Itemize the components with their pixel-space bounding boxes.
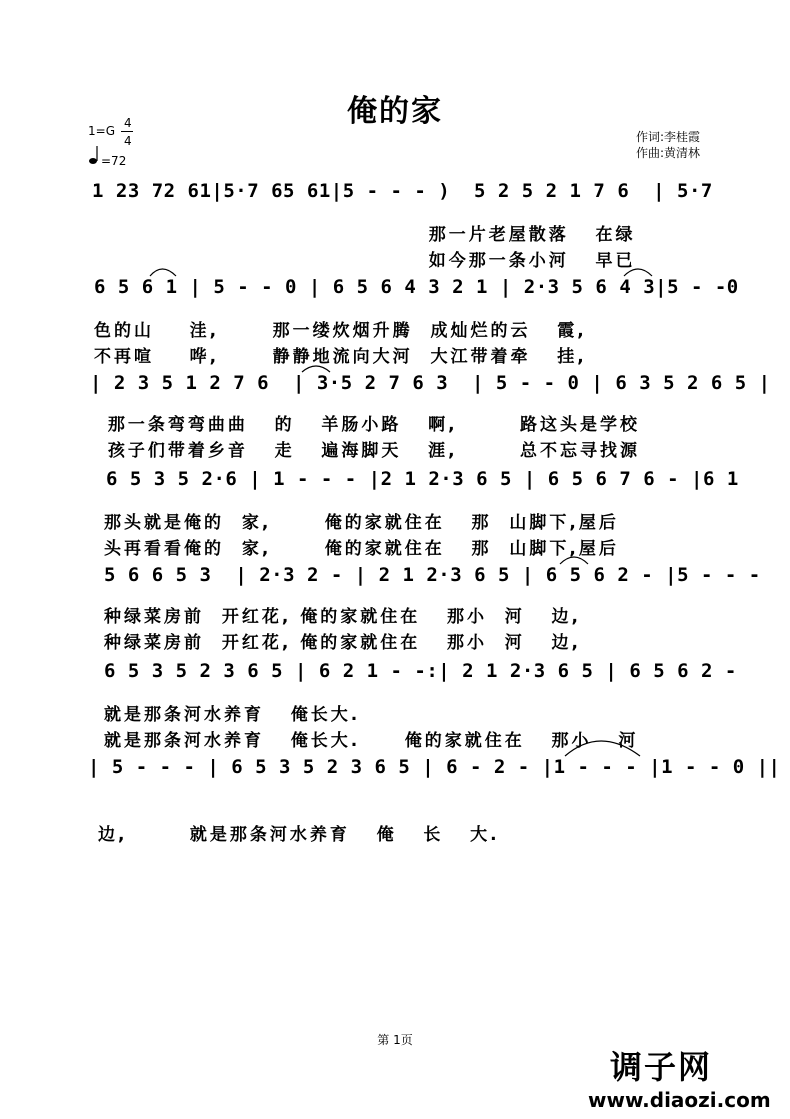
- time-signature-bottom: 4: [124, 134, 132, 148]
- tempo: =72: [101, 154, 127, 168]
- notation-row: 6 5 6 1 | 5 - - 0 | 6 5 6 4 3 2 1 | 2·3 5 6 4 3|5 - -0: [94, 276, 739, 298]
- lyric-line: 色的山 洼, 那一缕炊烟升腾 成灿烂的云 霞,: [94, 321, 587, 341]
- composer: 作曲:黄清林: [636, 146, 701, 160]
- time-signature-bar: [121, 131, 133, 132]
- lyric-line: 那头就是俺的 家, 俺的家就住在 那 山脚下,屋后: [104, 513, 619, 533]
- site-logo: 调子网: [610, 1048, 713, 1086]
- lyric-line: 头再看看俺的 家, 俺的家就住在 那 山脚下,屋后: [104, 539, 619, 559]
- song-title: 俺的家: [347, 94, 443, 129]
- lyric-line: 边, 就是那条河水养育 俺 长 大.: [98, 825, 500, 845]
- notation-row: 1 23 72 61|5·7 65 61|5 - - - ) 5 2 5 2 1 7 6 | 5·7: [92, 180, 713, 202]
- lyric-line: 种绿菜房前 开红花, 俺的家就住在 那小 河 边,: [104, 607, 582, 627]
- site-url: www.diaozi.com: [588, 1088, 771, 1112]
- notation-row: 6 5 3 5 2·6 | 1 - - - |2 1 2·3 6 5 | 6 5 6 7 6 - |6 1: [106, 468, 739, 490]
- notation-row: | 5 - - - | 6 5 3 5 2 3 6 5 | 6 - 2 - |1 - - - |1 - - 0 ||: [88, 756, 781, 778]
- lyric-line: 那一条弯弯曲曲 的 羊肠小路 啊, 路这头是学校: [90, 415, 640, 435]
- notation-row: | 2 3 5 1 2 7 6 | 3·5 2 7 6 3 | 5 - - 0 | 6 3 5 2 6 5 |: [90, 372, 771, 394]
- lyricist: 作词:李桂霞: [636, 130, 701, 144]
- lyric-line: 就是那条河水养育 俺长大. 俺的家就住在 那小 河: [104, 731, 639, 751]
- lyric-line: 种绿菜房前 开红花, 俺的家就住在 那小 河 边,: [104, 633, 582, 653]
- key-signature: 1=G: [88, 124, 115, 138]
- lyric-line: 那一片老屋散落 在绿: [72, 225, 636, 245]
- notation-row: 6 5 3 5 2 3 6 5 | 6 2 1 - -:| 2 1 2·3 6 5 | 6 5 6 2 -: [104, 660, 737, 682]
- lyric-line: 就是那条河水养育 俺长大.: [104, 705, 361, 725]
- time-signature-top: 4: [124, 116, 132, 130]
- lyric-line: 不再喧 哗, 静静地流向大河 大江带着牵 挂,: [94, 347, 587, 367]
- lyric-line: 如今那一条小河 早已: [72, 251, 636, 271]
- lyric-line: 孩子们带着乡音 走 遍海脚天 涯, 总不忘寻找源: [90, 441, 640, 461]
- notation-row: 5 6 6 5 3 | 2·3 2 - | 2 1 2·3 6 5 | 6 5 6 2 - |5 - - -: [104, 564, 761, 586]
- page-number: 第 1页: [377, 1033, 413, 1047]
